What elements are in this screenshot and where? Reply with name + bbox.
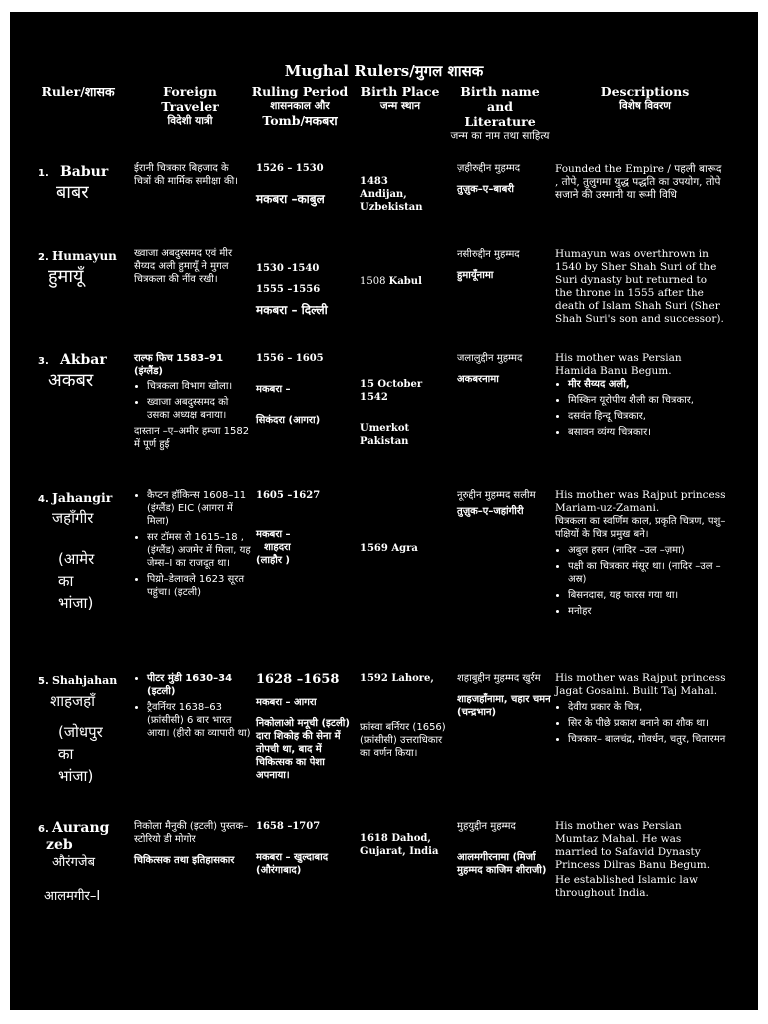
- desc-shahjahan: His mother was Rajput princess Jagat Gosaini. Built Taj Mahal. • देवीय प्रकार के चित्र, • सिर के पीछे प्रकाश बनाने का शौक था। • चित्रकार– बालचंद्र, गोवर्धन, चतुर, चितारमन: [555, 672, 727, 749]
- period-aurangzeb: 1658 –1707 मकबरा – खुल्दाबाद (औरंगाबाद): [256, 821, 329, 876]
- birthname-akbar: जलालुद्दीन मुहम्मद अकबरनामा: [457, 353, 523, 385]
- birthname-shahjahan: शहाबुद्दीन मुहम्मद खुर्रम शाहजहाँनामा, चहार चमन (चन्द्रभान): [457, 673, 551, 718]
- period-humayun: 1530 -1540 1555 –1556 मकबरा – दिल्ली: [256, 263, 328, 317]
- birthname-babur: ज़हीरुद्दीन मुहम्मद तुज़ुक–ए–बाबरी: [457, 163, 521, 195]
- birthplace-jahangir: 1569 Agra: [360, 543, 418, 554]
- traveler-akbar: राल्फ फिच 1583–91 (इंग्लैंड) • चित्रकला विभाग खोला। • ख्वाजा अबदुस्समद को उसका अध्यक्ष बनाया। दास्तान –ए–अमीर हम्जा 1582 में पूर्ण हुई: [134, 352, 250, 451]
- birthname-aurangzeb: मुहयुद्दीन मुहम्मद आलमगीरनामा (मिर्जा मुहम्मद काजिम शीराजी): [457, 821, 547, 876]
- traveler-humayun: ख्वाजा अबदुस्समद एवं मीर सैय्यद अली हुमायूँ ने मुगल चित्रकला की नींव रखी।: [134, 248, 233, 285]
- birthname-humayun: नसीरुद्दीन मुहम्मद हुमायूँनामा: [457, 249, 520, 281]
- traveler-jahangir: • कैप्टन हॉकिन्स 1608–11 (इंग्लैंड) EIC (आगरा में मिला) • सर टॉमस रो 1615–18 ,(इंग्लैंड) अजमेर में मिला, यह जेम्स–I का राजदूत था। • पिय्रो–डेलावले 1623 सूरत पहुंचा। (इटली): [134, 489, 252, 602]
- header-ruler: Ruler/शासक: [41, 84, 115, 99]
- birthplace-shahjahan: 1592 Lahore, फ्रांस्वा बर्नियर (1656) (फ्रांसीसी) उत्तराधिकार का वर्णन किया।: [360, 673, 446, 759]
- desc-humayun: Humayun was overthrown in 1540 by Sher Shah Suri of the Suri dynasty but returned to the throne in 1555 after the death of Islam Shah Suri (Sher Shah Suri's son and successor).: [555, 248, 724, 325]
- birthplace-akbar: 15 October 1542 Umerkot Pakistan: [360, 379, 423, 447]
- desc-akbar: His mother was Persian Hamida Banu Begum. • मीर सैय्यद अली, • मिस्किन यूरोपीय शैली का चित्रकार, • दसवंत हिन्दू चित्रकार, • बसावन व्यंग्य चित्रकार।: [555, 352, 725, 442]
- ruler-jahangir: 4. Jahangir जहाँगीर (आमेर का भांजा): [38, 490, 113, 612]
- desc-babur: Founded the Empire / पहली बारूद , तोपे, तुलुगमा युद्ध पद्धति का उपयोग, तोपे सजाने की उस्मानी या रूमी विधि: [555, 163, 722, 201]
- header-birth-place: Birth Place जन्म स्थान: [360, 84, 440, 112]
- ruler-aurangzeb: 6. Aurang zeb औरंगजेब आलमगीर–I: [38, 820, 110, 904]
- desc-jahangir: His mother was Rajput princess Mariam-uz-Zamani. चित्रकला का स्वर्णिम काल, प्रकृति चित्रण, पशु–पक्षियों के चित्र प्रमुख बने। • अबुल हसन (नादिर –उल –ज़मा) • पक्षी का चित्रकार मंसूर था। (नादिर –उल –अस्र) • बिसनदास, यह फारस गया था। • मनोहर: [555, 489, 727, 621]
- birthplace-humayun: 1508 Kabul: [360, 276, 422, 287]
- period-shahjahan: 1628 –1658 मकबरा – आगरा निकोलाओ मनूची (इटली) दारा शिकोह की सेना में तोपची था, बाद में चिकित्सक का पेशा अपनाया।: [256, 672, 350, 781]
- header-descriptions: Descriptions विशेष विवरण: [600, 84, 690, 112]
- ruler-shahjahan: 5. Shahjahan शाहजहाँ (जोधपुर का भांजा): [38, 674, 118, 785]
- traveler-aurangzeb: निकोला मैनुकी (इटली) पुस्तक– स्टोरियो डी मोगोर चिकित्सक तथा इतिहासकार: [134, 821, 249, 866]
- birthplace-aurangzeb: 1618 Dahod, Gujarat, India: [360, 833, 439, 857]
- period-babur: 1526 – 1530 मकबरा –काबुल: [256, 163, 325, 206]
- page-title: Mughal Rulers/मुगल शासक: [284, 62, 484, 80]
- header-foreign-traveler: Foreign Traveler विदेशी यात्री: [161, 84, 219, 127]
- birthname-jahangir: नूरुद्दीन मुहम्मद सलीम तुज़ुक–ए–जहांगीरी: [457, 490, 536, 517]
- birthplace-babur: 1483 Andijan, Uzbekistan: [360, 176, 423, 213]
- ruler-babur: 1. Babur बाबर: [38, 164, 109, 203]
- traveler-babur: ईरानी चित्रकार बिहजाद के चित्रों की मार्मिक समीक्षा की।: [134, 163, 239, 187]
- ruler-humayun: 2. Humayun हुमायूँ: [38, 249, 117, 287]
- period-akbar: 1556 – 1605 मकबरा – सिकंदरा (आगरा): [256, 353, 324, 426]
- document-sheet: [10, 12, 758, 1010]
- period-jahangir: 1605 –1627 मकबरा – शाहदरा (लाहौर ): [256, 490, 321, 566]
- traveler-shahjahan: • पीटर मुंडी 1630–34 (इटली) • ट्रैवर्नियर 1638–63 (फ्रांसीसी) 6 बार भारत आया। (हीरो का व्यापारी था): [134, 672, 252, 743]
- header-ruling-period: Ruling Period शासनकाल और Tomb/मकबरा: [251, 84, 349, 128]
- desc-aurangzeb: His mother was Persian Mumtaz Mahal. He was married to Safavid Dynasty Princess Dilras Banu Begum. He established Islamic law throughout India.: [555, 820, 711, 899]
- header-birth-name: Birth name and Literature जन्म का नाम तथा साहित्य: [450, 84, 550, 142]
- ruler-akbar: 3. Akbar अकबर: [38, 352, 107, 391]
